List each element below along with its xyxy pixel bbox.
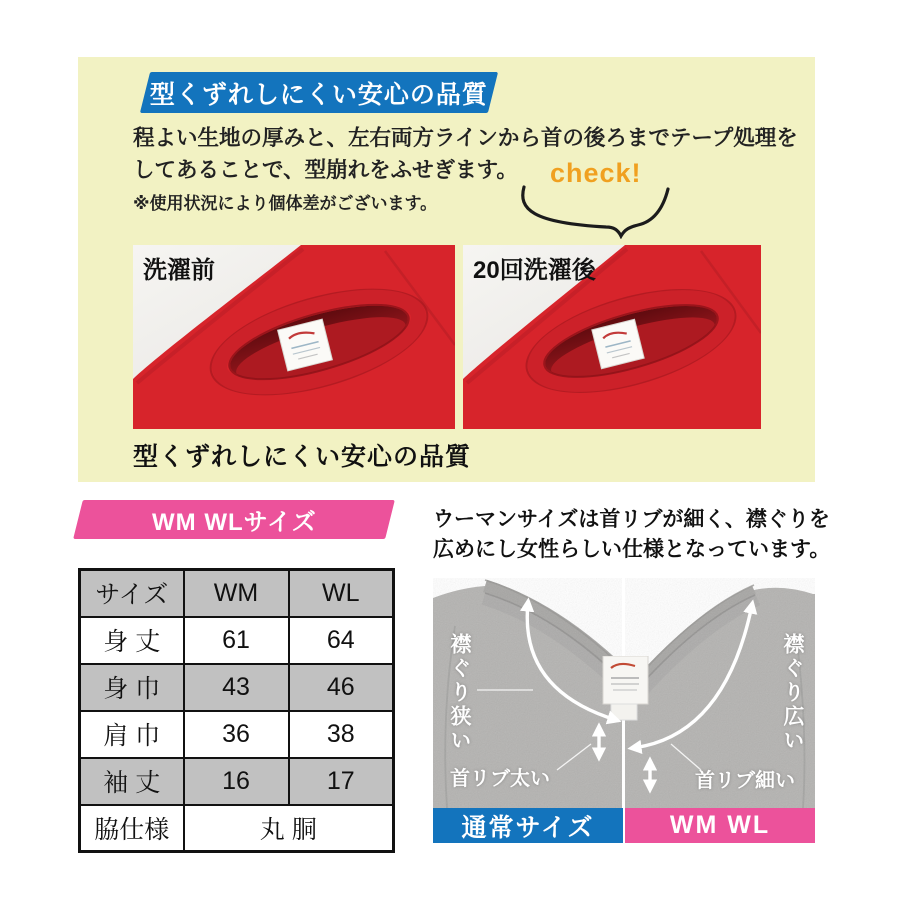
photo-after-label: 20回洗濯後	[473, 257, 596, 284]
wide-collar-arrow	[633, 605, 752, 748]
photo-after-wash	[463, 245, 761, 429]
table-row	[80, 617, 394, 664]
row-wm-value: 61	[184, 617, 289, 664]
thin-rib-note: 首リブ細い	[695, 770, 795, 792]
row-label: 身 丈	[80, 617, 184, 664]
quality-body-line2: してあることで、型崩れをふせぎます。	[133, 158, 518, 182]
narrow-collar-arrow	[527, 603, 616, 720]
row-wm-value: 36	[184, 711, 289, 758]
size-table	[78, 568, 395, 853]
table-row	[80, 758, 394, 805]
row-wl-value: 64	[289, 617, 394, 664]
narrow-collar-note: 襟ぐり狭い	[448, 633, 471, 753]
thick-rib-note: 首リブ太い	[450, 768, 550, 790]
woman-desc-line1: ウーマンサイズは首リブが細く、襟ぐりを	[433, 508, 830, 531]
row-wl-value: 46	[289, 664, 394, 711]
size-table-header-row	[80, 570, 394, 617]
woman-desc-line2: 広めにし女性らしい仕様となっています。	[433, 538, 831, 561]
header-size: サイズ	[80, 570, 184, 617]
row-wl-value: 17	[289, 758, 394, 805]
wm-wl-bar	[625, 808, 815, 843]
wm-wl-bar-label: WM WL	[669, 811, 771, 839]
header-wm: WM	[184, 570, 289, 617]
wide-collar-note: 襟ぐり広い	[781, 633, 804, 753]
collar-comparison-image	[433, 578, 815, 843]
photo-before-label: 洗濯前	[143, 257, 215, 284]
check-label: check!	[550, 158, 642, 188]
header-wl: WL	[289, 570, 394, 617]
row-label: 身 巾	[80, 664, 184, 711]
check-brace-icon	[518, 183, 674, 239]
size-banner	[73, 500, 395, 539]
row-wl-value: 38	[289, 711, 394, 758]
photo-before-wash	[133, 245, 455, 429]
quality-banner-label: 型くずれしにくい安心の品質	[149, 80, 488, 109]
row-label: 袖 丈	[80, 758, 184, 805]
table-row	[80, 664, 394, 711]
quality-note: ※使用状況により個体差がございます。	[133, 194, 438, 213]
quality-body-line1: 程よい生地の厚みと、左右両方ラインから首の後ろまでテープ処理を	[133, 126, 798, 150]
footer-value: 丸 胴	[184, 805, 394, 852]
row-label: 肩 巾	[80, 711, 184, 758]
quality-panel	[78, 57, 815, 482]
quality-banner	[140, 72, 498, 113]
row-wm-value: 43	[184, 664, 289, 711]
regular-size-bar-label: 通常サイズ	[461, 813, 595, 842]
quality-caption: 型くずれしにくい安心の品質	[133, 443, 472, 471]
size-table-footer-row	[80, 805, 394, 852]
row-wm-value: 16	[184, 758, 289, 805]
footer-label: 脇仕様	[80, 805, 184, 852]
regular-size-bar	[433, 808, 623, 843]
table-row	[80, 711, 394, 758]
size-banner-label: WM WLサイズ	[151, 509, 317, 536]
